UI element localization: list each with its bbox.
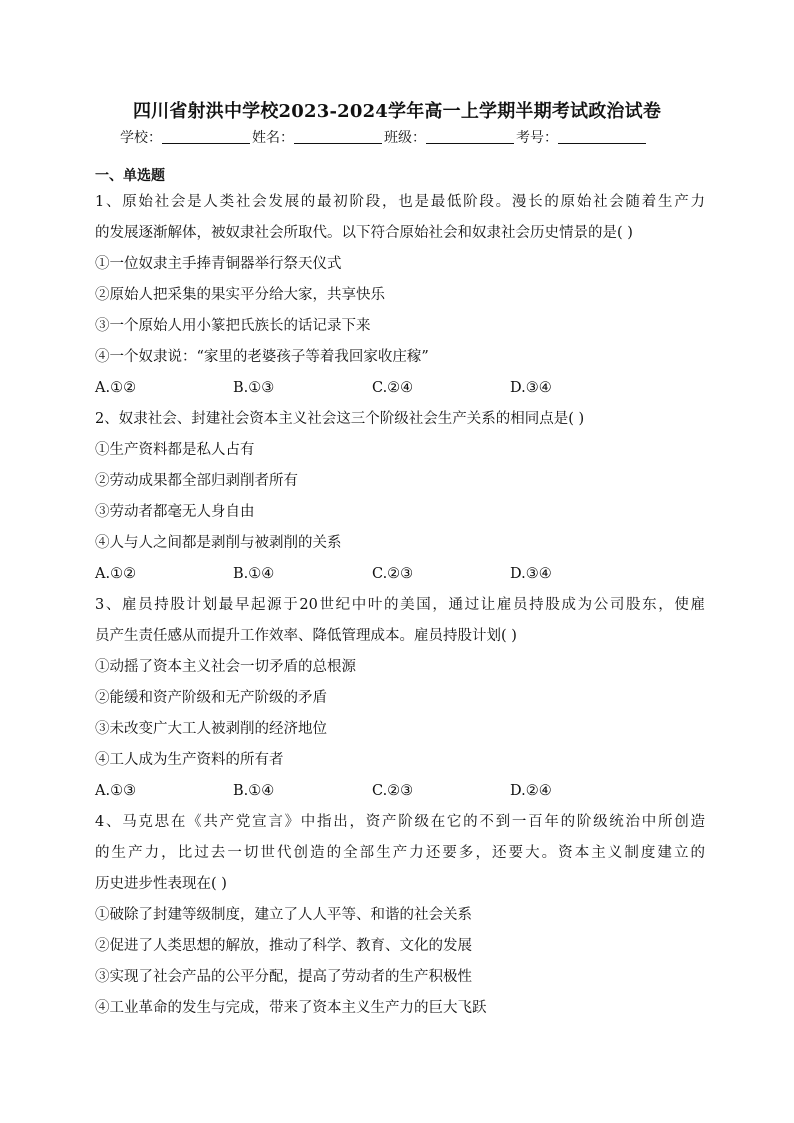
question-stem-line: 4、马克思在《共产党宣言》中指出，资产阶级在它的不到一百年的阶级统治中所创造 [95, 814, 705, 830]
statement: ③一个原始人用小篆把氏族长的话记录下来 [95, 318, 371, 334]
question-2 [95, 404, 705, 590]
school-field [120, 127, 252, 147]
name-field [252, 127, 384, 147]
option-b[interactable]: B.①③ [233, 380, 275, 396]
statement: ④一个奴隶说：“家里的老婆孩子等着我回家收庄稼” [95, 349, 429, 365]
question-stem-line: 2、奴隶社会、封建社会资本主义社会这三个阶级社会生产关系的相同点是( ) [95, 411, 585, 427]
answer-options [95, 776, 705, 807]
option-d[interactable]: D.②④ [510, 783, 552, 799]
question-3 [95, 590, 705, 807]
statement: ②原始人把采集的果实平分给大家，共享快乐 [95, 287, 385, 303]
exam-number-blank[interactable] [558, 130, 646, 144]
statement: ③劳动者都毫无人身自由 [95, 504, 255, 520]
class-label: 班级： [384, 130, 426, 146]
option-a[interactable]: A.①③ [95, 783, 137, 799]
option-a[interactable]: A.①② [95, 380, 137, 396]
student-info-line [120, 127, 680, 147]
option-d[interactable]: D.③④ [510, 380, 552, 396]
answer-options [95, 373, 705, 404]
statement: ①一位奴隶主手捧青铜器举行祭天仪式 [95, 256, 342, 272]
option-b[interactable]: B.①④ [233, 783, 275, 799]
name-blank[interactable] [294, 130, 382, 144]
option-c[interactable]: C.②③ [372, 783, 414, 799]
question-stem-line: 的发展逐渐解体，被奴隶社会所取代。以下符合原始社会和奴隶社会历史情景的是( ) [95, 225, 633, 241]
question-stem-line: 3、雇员持股计划最早起源于20世纪中叶的美国，通过让雇员持股成为公司股东，使雇 [95, 597, 705, 613]
exam-content [95, 165, 705, 1024]
statement: ②劳动成果都全部归剥削者所有 [95, 473, 298, 489]
class-field [384, 127, 516, 147]
exam-title: 四川省射洪中学校2023-2024学年高一上学期半期考试政治试卷 [132, 101, 662, 122]
school-label: 学校： [120, 130, 162, 146]
statement: ④工业革命的发生与完成，带来了资本主义生产力的巨大飞跃 [95, 1000, 487, 1016]
statement: ③实现了社会产品的公平分配，提高了劳动者的生产积极性 [95, 969, 472, 985]
question-stem-line: 1、原始社会是人类社会发展的最初阶段，也是最低阶段。漫长的原始社会随着生产力 [95, 194, 705, 210]
statement: ②促进了人类思想的解放，推动了科学、教育、文化的发展 [95, 938, 472, 954]
exam-number-label: 考号： [516, 130, 558, 146]
question-stem-line: 历史进步性表现在( ) [95, 876, 227, 892]
option-b[interactable]: B.①④ [233, 566, 275, 582]
school-blank[interactable] [162, 130, 250, 144]
option-d[interactable]: D.③④ [510, 566, 552, 582]
exam-number-field [516, 127, 648, 147]
option-a[interactable]: A.①② [95, 566, 137, 582]
question-stem-line: 员产生责任感从而提升工作效率、降低管理成本。雇员持股计划( ) [95, 628, 517, 644]
statement: ④人与人之间都是剥削与被剥削的关系 [95, 535, 342, 551]
class-blank[interactable] [426, 130, 514, 144]
option-c[interactable]: C.②③ [372, 566, 414, 582]
statement: ①动摇了资本主义社会一切矛盾的总根源 [95, 659, 356, 675]
name-label: 姓名： [252, 130, 294, 146]
statement: ①破除了封建等级制度，建立了人人平等、和谐的社会关系 [95, 907, 472, 923]
answer-options [95, 559, 705, 590]
option-c[interactable]: C.②④ [372, 380, 414, 396]
statement: ③未改变广大工人被剥削的经济地位 [95, 721, 327, 737]
question-stem-line: 的生产力，比过去一切世代创造的全部生产力还要多，还要大。资本主义制度建立的 [95, 845, 705, 861]
question-1 [95, 187, 705, 404]
statement: ①生产资料都是私人占有 [95, 442, 255, 458]
statement: ④工人成为生产资料的所有者 [95, 752, 284, 768]
section-heading: 一、单选题 [95, 168, 165, 184]
question-4 [95, 807, 705, 1024]
statement: ②能缓和资产阶级和无产阶级的矛盾 [95, 690, 327, 706]
